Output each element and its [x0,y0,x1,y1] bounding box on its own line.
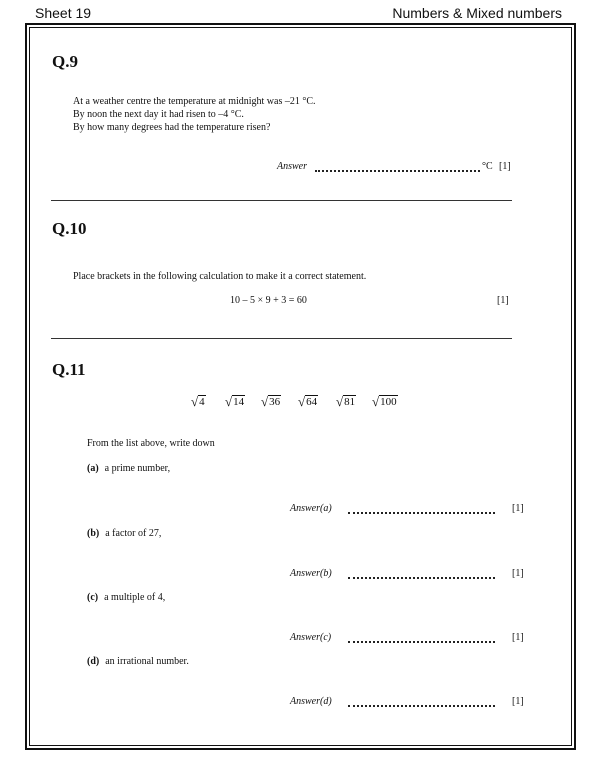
divider-2 [51,338,512,339]
root-option: √ 36 [261,394,281,409]
part-b-text: a factor of 27, [105,528,162,539]
sheet-number: Sheet 19 [35,5,92,21]
part-a-text: a prime number, [104,463,171,474]
question-10-instruction: Place brackets in the following calculation to make it a correct statement. [73,271,367,282]
part-a [87,463,170,474]
part-d-letter: (d) [87,656,100,667]
question-9-answer-line[interactable] [315,170,480,172]
part-b [87,528,161,539]
root-value: 100 [380,396,397,408]
question-11-title: Q.11 [52,360,86,379]
question-9-line-1: At a weather centre the temperature at midnight was –21 °C. [73,96,316,107]
part-d-answer-line[interactable] [348,705,495,707]
question-10-calculation: 10 – 5 × 9 + 3 = 60 [230,295,307,306]
question-10-mark: [1] [497,295,509,306]
question-9-unit: °C [482,161,493,172]
part-c [87,592,165,603]
part-a-answer-label: Answer(a) [290,503,332,514]
root-value: 4 [199,396,205,408]
part-b-answer-line[interactable] [348,577,495,579]
part-d-mark: [1] [512,696,524,707]
part-d-answer-label: Answer(d) [290,696,332,707]
root-value: 36 [269,396,281,408]
question-9-line-3: By how many degrees had the temperature risen? [73,122,271,133]
part-d [87,656,189,667]
part-a-mark: [1] [512,503,524,514]
part-d-text: an irrational number. [105,656,189,667]
part-a-answer-line[interactable] [348,512,495,514]
root-value: 81 [344,396,356,408]
question-11-instruction: From the list above, write down [87,438,215,449]
sheet-topic: Numbers & Mixed numbers [392,5,562,21]
root-option: √ 4 [191,394,205,409]
part-c-answer-label: Answer(c) [290,632,332,643]
part-a-letter: (a) [87,463,99,474]
part-b-mark: [1] [512,568,524,579]
question-9-title: Q.9 [52,52,78,71]
root-option: √ 14 [225,394,245,409]
part-c-mark: [1] [512,632,524,643]
question-9-answer-label: Answer [277,161,307,172]
root-value: 64 [306,396,318,408]
root-value: 14 [233,396,245,408]
question-9-mark: [1] [499,161,511,172]
part-b-answer-label: Answer(b) [290,568,332,579]
root-option: √ 100 [372,394,397,409]
question-10-title: Q.10 [52,219,87,238]
divider-1 [51,200,512,201]
part-c-letter: (c) [87,592,99,603]
part-c-text: a multiple of 4, [104,592,166,603]
root-option: √ 81 [336,394,356,409]
root-option: √ 64 [298,394,318,409]
part-b-letter: (b) [87,528,100,539]
question-9-line-2: By noon the next day it had risen to –4 °C. [73,109,244,120]
part-c-answer-line[interactable] [348,641,495,643]
